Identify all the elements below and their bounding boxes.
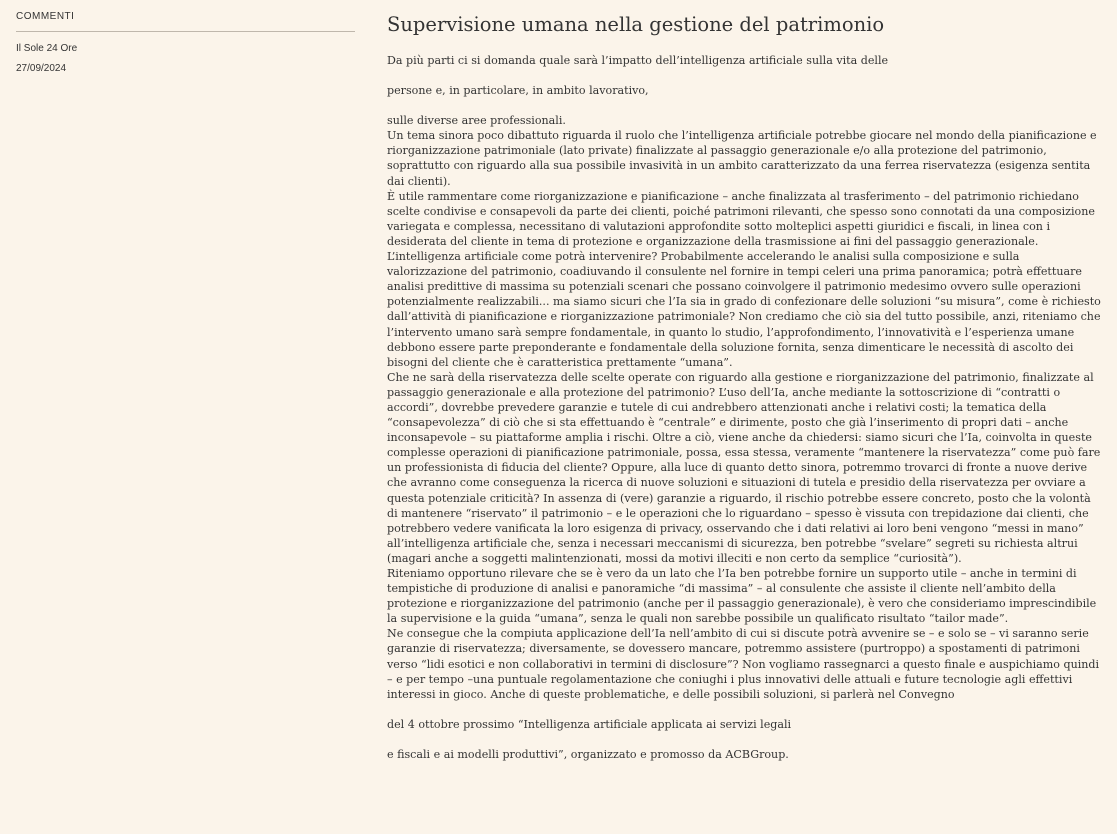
source-name: Il Sole 24 Ore: [16, 43, 78, 54]
section-label: COMMENTI: [16, 11, 355, 32]
article-title: Supervisione umana nella gestione del patrimonio: [387, 13, 885, 36]
article-paragraph: Da più parti ci si domanda quale sarà l’impatto dell’intelligenza artificiale sulla vita delle: [387, 54, 889, 67]
article-paragraph: L’intelligenza artificiale come potrà intervenire? Probabilmente accelerando le analisi sulla composizione e sulla valorizzazione del patrimonio, coadiuvando il consulente nel fornire in tempi celeri una prima panoramica; potrà effettuare analisi predittive di massima su potenziali scenari che possano coinvolgere il patrimonio medesimo ovvero sulle operazioni potenzialmente realizzabili... ma siamo sicuri che l’Ia sia in grado di confezionare delle soluzioni “su misura”, come è richiesto dall’attività di pianificazione e riorganizzazione patrimoniale? Non crediamo che ciò sia del tutto possibile, anzi, riteniamo che l’intervento umano sarà sempre fondamentale, in quanto lo studio, l’approfondimento, l’innovatività e l’esperienza umane debbono essere parte preponderante e fondamentale della soluzione fornita, senza dimenticare le necessità di ascolto dei bisogni del cliente che è caratteristica prettamente “umana”.: [387, 250, 1101, 369]
article-paragraph: Ne consegue che la compiuta applicazione dell’Ia nell’ambito di cui si discute potrà avvenire se – e solo se – vi saranno serie garanzie di riservatezza; diversamente, se dovessero mancare, potremmo assistere (purtroppo) a spostamenti di patrimoni verso “lidi esotici e non collaborativi in termini di disclosure”? Non vogliamo rassegnarci a questo finale e auspichiamo quindi – e per tempo –una puntuale regolamentazione che coniughi i plus innovativi delle attuali e future tecnologie agli effettivi interessi in gioco. Anche di queste problematiche, e delle possibili soluzioni, si parlerà nel Convegno: [387, 627, 1100, 701]
article: [387, 0, 1102, 762]
article-paragraph: sulle diverse aree professionali.: [387, 114, 566, 128]
article-paragraph: Che ne sarà della riservatezza delle scelte operate con riguardo alla gestione e riorganizzazione del patrimonio, finalizzate al passaggio generazionale e alla protezione del patrimonio? L’uso dell’Ia, anche mediante la sottoscrizione di “contratti o accordi”, dovrebbe prevedere garanzie e tutele di cui andrebbero attenzionati anche i relativi costi; la tematica della “consapevolezza” di ciò che si sta effettuando è “centrale” e dirimente, posto che già l’inserimento di propri dati – anche inconsapevole – su piattaforme amplia i rischi. Oltre a ciò, viene anche da chiedersi: siamo sicuri che l’Ia, coinvolta in queste complesse operazioni di pianificazione patrimoniale, possa, essa stessa, veramente “mantenere la riservatezza” come può fare un professionista di fiducia del cliente? Oppure, alla luce di quanto detto sinora, potremmo trovarci di fronte a nuove derive che avranno come conseguenza la ricerca di nuove soluzioni e situazioni di tutela e presidio della riservatezza per ovviare a questa potenziale criticità? In assenza di (vere) garanzie a riguardo, il rischio potrebbe essere concreto, posto che la volontà di mantenere “riservato” il patrimonio – e le operazioni che lo riguardano – spesso è vissuta con trepidazione dai clienti, che potrebbero vedere vanificata la loro esigenza di privacy, osservando che i dati relativi ai loro beni vengono “messi in mano” all’intelligenza artificiale che, senza i necessari meccanismi di sicurezza, ben potrebbe “svelare” segreti su richiesta altrui (magari anche a soggetti malintenzionati, mossi da motivi illeciti e non certo da semplice “curiosità”).: [387, 370, 1101, 565]
article-paragraph: del 4 ottobre prossimo “Intelligenza artificiale applicata ai servizi legali: [387, 717, 792, 731]
article-paragraph: Riteniamo opportuno rilevare che se è vero da un lato che l’Ia ben potrebbe fornire un supporto utile – anche in termini di tempistiche di produzione di analisi e panoramiche “di massima” – al consulente che assiste il cliente nell’ambito della protezione e riorganizzazione del patrimonio (anche per il passaggio generazionale), è vero che consideriamo imprescindibile la supervisione e la guida “umana”, senza le quali non sarebbe possibile un qualificato risultato “tailor made”.: [387, 567, 1097, 626]
article-paragraph: È utile rammentare come riorganizzazione e pianificazione – anche finalizzata al trasferimento – del patrimonio richiedano scelte condivise e consapevoli da parte dei clienti, poiché patrimoni rilevanti, che spesso sono connotati da una composizione variegata e complessa, necessitano di valutazioni approfondite sotto molteplici aspetti giuridici e fiscali, in linea con i desiderata del cliente in tema di protezione e organizzazione della trasmissione ai fini del passaggio generazionale.: [387, 189, 1095, 248]
article-body: [387, 53, 1102, 762]
article-paragraph: persone e, in particolare, in ambito lavorativo,: [387, 84, 649, 98]
article-meta-sidebar: [16, 0, 355, 74]
article-paragraph: Un tema sinora poco dibattuto riguarda il ruolo che l’intelligenza artificiale potrebbe giocare nel mondo della pianificazione e riorganizzazione patrimoniale (lato private) finalizzate al passaggio generazionale e/o alla protezione del patrimonio, soprattutto con riguardo alla sua possibile invasività in un ambito caratterizzato da una ferrea riservatezza (esigenza sentita dai clienti).: [387, 129, 1097, 188]
article-paragraph: e fiscali e ai modelli produttivi”, organizzato e promosso da ACBGroup.: [387, 747, 789, 761]
publication-date: 27/09/2024: [16, 63, 67, 74]
